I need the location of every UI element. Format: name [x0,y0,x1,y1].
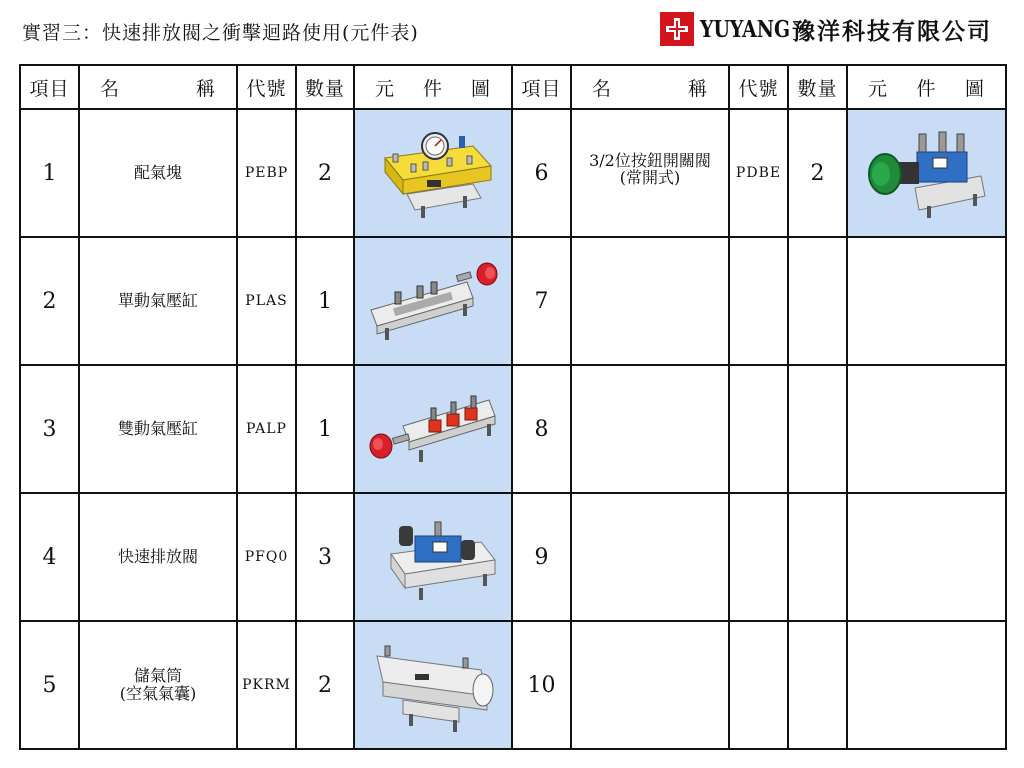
brand-name-en: YUYANG [700,15,791,43]
header-code: 代號 [729,65,788,109]
empty-picture [847,365,1006,493]
air-reservoir-icon [354,621,512,749]
push-button-valve-icon [847,109,1006,237]
header-name: 名 稱 [79,65,237,109]
page-title: 實習三：快速排放閥之衝擊迴路使用(元件表) [22,22,419,44]
item-number: 3 [20,365,79,493]
part-code [729,621,788,749]
part-qty [788,621,847,749]
item-number: 10 [512,621,571,749]
header-item: 項目 [512,65,571,109]
header-qty: 數量 [788,65,847,109]
part-name [571,621,729,749]
header-item: 項目 [20,65,79,109]
part-name: 雙動氣壓缸 [79,365,237,493]
part-name: 單動氣壓缸 [79,237,237,365]
part-name: 快速排放閥 [79,493,237,621]
part-name [571,365,729,493]
header-picture: 元 件 圖 [354,65,512,109]
item-number: 6 [512,109,571,237]
part-code: PFQ0 [237,493,296,621]
part-name: 3/2位按鈕開關閥 (常開式) [571,109,729,237]
part-code: PEBP [237,109,296,237]
part-code: PKRM [237,621,296,749]
part-qty [788,493,847,621]
part-code: PALP [237,365,296,493]
part-name [571,237,729,365]
part-qty: 1 [296,237,354,365]
brand-name-zh: 豫洋科技有限公司 [792,17,992,45]
item-number: 7 [512,237,571,365]
part-qty: 2 [788,109,847,237]
manifold-block-icon [354,109,512,237]
item-number: 4 [20,493,79,621]
header-row [20,65,1006,109]
empty-picture [847,237,1006,365]
part-qty [788,365,847,493]
part-code: PLAS [237,237,296,365]
item-number: 9 [512,493,571,621]
part-qty [788,237,847,365]
item-number: 8 [512,365,571,493]
empty-picture [847,493,1006,621]
part-name [571,493,729,621]
header-qty: 數量 [296,65,354,109]
part-name: 儲氣筒 (空氣氣囊) [79,621,237,749]
brand [660,12,992,46]
header-code: 代號 [237,65,296,109]
header-name: 名 稱 [571,65,729,109]
table-row [20,237,1006,365]
item-number: 5 [20,621,79,749]
part-qty: 2 [296,109,354,237]
double-acting-cylinder-icon [354,365,512,493]
item-number: 1 [20,109,79,237]
table-row [20,493,1006,621]
item-number: 2 [20,237,79,365]
header-picture: 元 件 圖 [847,65,1006,109]
part-qty: 3 [296,493,354,621]
part-qty: 1 [296,365,354,493]
part-code [729,365,788,493]
part-code [729,493,788,621]
quick-exhaust-valve-icon [354,493,512,621]
part-code [729,237,788,365]
table-row [20,109,1006,237]
parts-table [19,64,1007,750]
single-acting-cylinder-icon [354,237,512,365]
table-row [20,621,1006,749]
part-name: 配氣塊 [79,109,237,237]
part-qty: 2 [296,621,354,749]
table-row [20,365,1006,493]
empty-picture [847,621,1006,749]
yuyang-logo-icon [660,12,694,46]
part-code: PDBE [729,109,788,237]
